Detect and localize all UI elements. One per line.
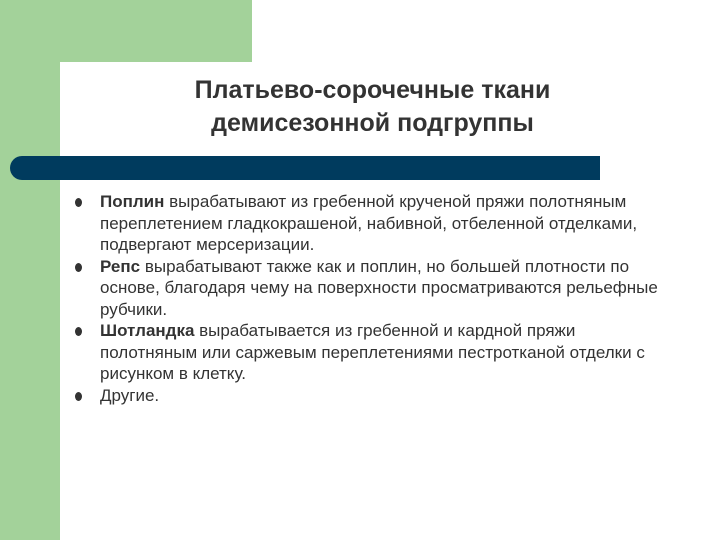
- bullet-dot-icon: [75, 392, 82, 401]
- bullet-text: вырабатывают также как и поплин, но большей плотности по основе, благодаря чему на поверхности просматриваются рельефные рубчики.: [100, 256, 658, 319]
- bullet-term: Репс: [100, 256, 141, 276]
- bullet-text: Другие.: [100, 385, 160, 405]
- slide-title-line-1: Платьево-сорочечные ткани: [194, 76, 551, 104]
- left-decorative-bar: [0, 0, 60, 540]
- bullet-term: Поплин: [100, 192, 165, 211]
- bullet-item-reps: [75, 256, 675, 321]
- title-divider-bar: [10, 156, 600, 180]
- bullet-dot-icon: [75, 327, 82, 336]
- bullet-item-poplin: [75, 191, 675, 256]
- top-decorative-block: [60, 0, 252, 62]
- bullet-item-other: [75, 385, 675, 407]
- slide-title-line-2: демисезонной подгруппы: [211, 109, 534, 137]
- bullet-item-shotlandka: [75, 320, 675, 385]
- rounded-corner: [60, 62, 100, 102]
- slide-title: [100, 74, 645, 140]
- bullet-list: [75, 191, 675, 406]
- bullet-dot-icon: [75, 198, 82, 207]
- bullet-text: вырабатывается из гребенной и кардной пряжи полотняным или саржевым переплетениями пестротканой отделки с рисунком в клетку.: [100, 321, 645, 383]
- bullet-dot-icon: [75, 263, 82, 272]
- bullet-term: Шотландка: [100, 321, 195, 340]
- bullet-text: вырабатывают из гребенной крученой пряжи полотняным переплетением гладкокрашеной, набивной, отбеленной отделками, подвергают мерсеризации.: [100, 192, 638, 254]
